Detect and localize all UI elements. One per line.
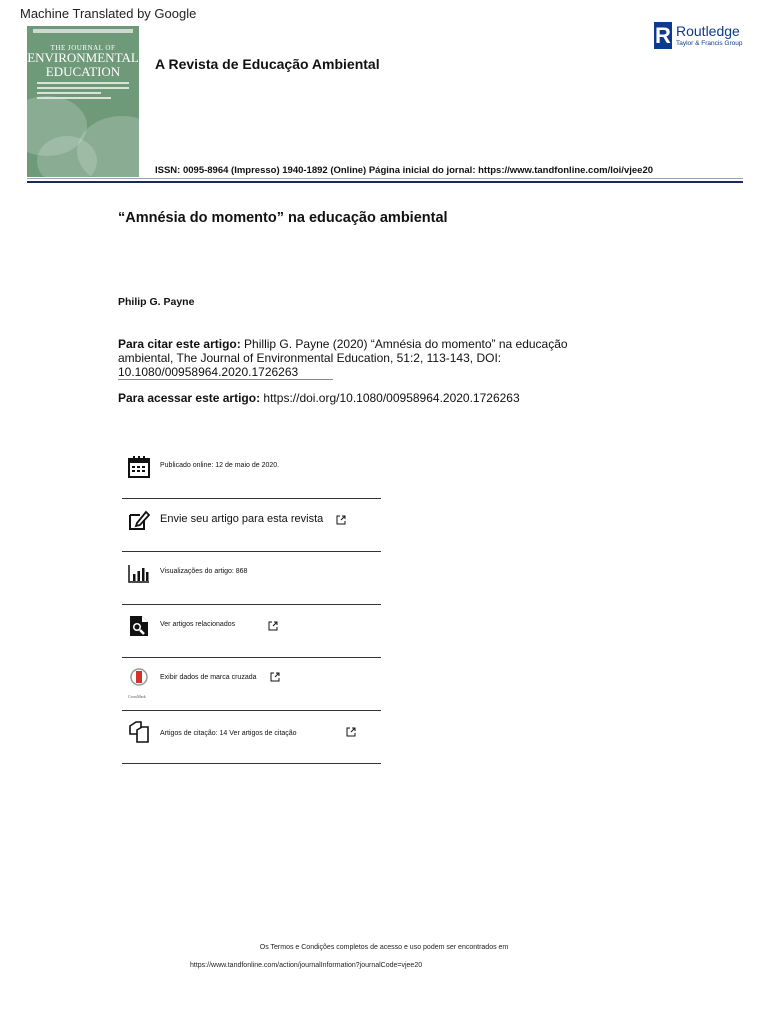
cover-big-title bbox=[27, 51, 139, 79]
cover-title-line-1: ENVIRONMENTAL bbox=[27, 50, 139, 65]
list-item-related[interactable] bbox=[122, 605, 381, 658]
header-divider-thin bbox=[27, 178, 743, 179]
issn-line[interactable]: ISSN: 0095-8964 (Impresso) 1940-1892 (Online) Página inicial do jornal: https://www.tandfonline.com/loi/vjee20 bbox=[155, 165, 654, 176]
external-link-icon[interactable] bbox=[336, 515, 346, 525]
list-item-crossmark[interactable] bbox=[122, 658, 381, 711]
cover-volume-bar bbox=[33, 29, 133, 33]
cover-title-line-2: EDUCATION bbox=[45, 64, 121, 79]
citation-underline bbox=[118, 379, 333, 380]
article-author: Philip G. Payne bbox=[118, 296, 195, 308]
citing-articles-link[interactable]: Artigos de citação: 14 Ver artigos de citação bbox=[160, 730, 297, 737]
edit-icon bbox=[128, 509, 150, 531]
article-title: “Amnésia do momento” na educação ambiental bbox=[118, 210, 448, 226]
routledge-logo[interactable] bbox=[654, 22, 744, 52]
list-item-published bbox=[122, 446, 381, 499]
copy-icon bbox=[128, 721, 150, 743]
article-views-text: Visualizações do artigo: 868 bbox=[160, 568, 248, 575]
header-divider bbox=[27, 181, 743, 183]
related-articles-link[interactable]: Ver artigos relacionados bbox=[160, 621, 236, 628]
citation-block bbox=[118, 337, 618, 379]
citation-text[interactable]: Phillip G. Payne (2020) “Amnésia do momento” na educação ambiental, The Journal of Environmental Education, 51:2, 113-143, DOI: 10.1080/00958964.2020.1726263 bbox=[118, 337, 568, 379]
published-date-text: Publicado online: 12 de maio de 2020. bbox=[160, 462, 280, 469]
citation-label: Para citar este artigo: bbox=[118, 337, 241, 351]
bar-chart-icon bbox=[128, 562, 150, 584]
article-info-list bbox=[122, 446, 381, 764]
crossmark-label: CrossMark bbox=[128, 694, 146, 699]
external-link-icon[interactable] bbox=[268, 621, 278, 631]
terms-link[interactable]: https://www.tandfonline.com/action/journalInformation?journalCode=vjee20 bbox=[190, 962, 423, 969]
calendar-icon bbox=[128, 456, 150, 478]
search-document-icon bbox=[128, 615, 150, 637]
list-item-submit[interactable] bbox=[122, 499, 381, 552]
terms-text: Os Termos e Condições completos de acesso e uso podem ser encontrados em bbox=[259, 944, 509, 951]
access-doi-link[interactable]: https://doi.org/10.1080/00958964.2020.1726263 bbox=[260, 391, 520, 405]
external-link-icon[interactable] bbox=[346, 727, 356, 737]
journal-cover-image bbox=[27, 26, 139, 177]
cover-text-lines bbox=[37, 82, 129, 102]
list-item-citing[interactable] bbox=[122, 711, 381, 764]
submit-article-link[interactable]: Envie seu artigo para esta revista bbox=[160, 513, 324, 525]
routledge-r-icon: R bbox=[655, 23, 671, 48]
crossmark-icon bbox=[128, 668, 150, 690]
machine-translated-label: Machine Translated by Google bbox=[20, 6, 197, 21]
publisher-subtitle: Taylor & Francis Group bbox=[676, 40, 743, 47]
journal-title: A Revista de Educação Ambiental bbox=[155, 56, 380, 72]
cover-small-title: THE JOURNAL OF bbox=[50, 44, 116, 52]
external-link-icon[interactable] bbox=[270, 672, 280, 682]
crossmark-link[interactable]: Exibir dados de marca cruzada bbox=[160, 674, 257, 681]
access-line bbox=[118, 391, 520, 405]
list-item-views bbox=[122, 552, 381, 605]
access-label: Para acessar este artigo: bbox=[118, 391, 261, 405]
publisher-name: Routledge bbox=[676, 23, 740, 39]
